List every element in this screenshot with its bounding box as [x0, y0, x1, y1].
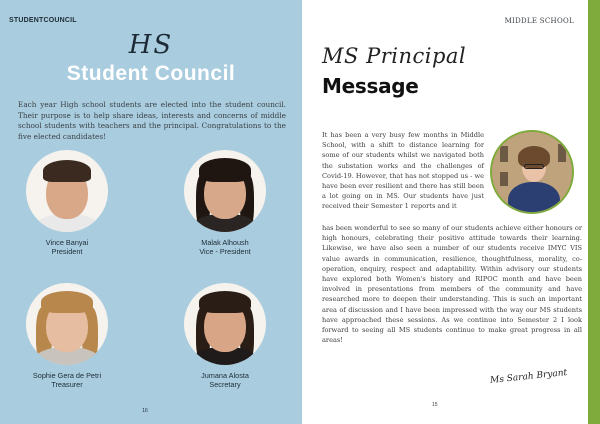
page-title: Student Council: [66, 62, 236, 85]
page-number: 15: [432, 402, 438, 408]
message-paragraph-part1: It has been a very busy few months in Middle School, with a shift to distance learning for some of our students whilst we navigated both the substation works and the challenges of Covid-19. However, that has not stopped us - we have been ever resilient and there has still been a lot going on in MS. Our students have just received their Semester 1 reports and it: [322, 131, 484, 211]
member-role: President: [51, 247, 83, 256]
member-photo: [26, 283, 108, 365]
member-photo: [184, 150, 266, 232]
member-role: Secretary: [209, 380, 241, 389]
principal-photo: [490, 130, 574, 214]
member-name: Sophie Gera de Petri: [32, 371, 102, 380]
council-member-vince: [12, 150, 122, 256]
page-number: 16: [142, 408, 148, 414]
principal-signature: Ms Sarah Bryant: [489, 367, 568, 387]
hs-script-heading: HS: [128, 30, 174, 60]
council-member-jumana: [170, 283, 280, 389]
member-name: Jumana Alosta: [201, 371, 249, 380]
member-name: Malak Alhoush: [201, 238, 249, 247]
page-title: Message: [322, 74, 419, 98]
member-photo: [184, 283, 266, 365]
council-member-malak: [170, 150, 280, 256]
council-member-sophie: [12, 283, 122, 389]
section-label: STUDENTCOUNCIL: [9, 17, 77, 24]
member-role: Treasurer: [51, 380, 83, 389]
ms-principal-script-heading: MS Principal: [322, 44, 467, 68]
member-name: Vince Banyai: [45, 238, 89, 247]
principal-message-page: [302, 0, 600, 424]
section-label: MIDDLE SCHOOL: [504, 17, 574, 25]
member-role: Vice - President: [199, 247, 251, 256]
member-photo: [26, 150, 108, 232]
accent-bar: [588, 0, 600, 424]
intro-paragraph: Each year High school students are elected into the student council. Their purpose is to help share ideas, interests and concerns of middle school students with teachers and the principal. Congratulations to the five elected candidates!: [18, 100, 286, 141]
message-paragraph-part2: has been wonderful to see so many of our students achieve either honours or high honours, celebrating their positive attitude towards their learning. Likewise, we have also seen a number of our students receive IMYC VIS value awards in communication, resilience, thoughtfulness, morality, co-operation, enquiry, respect and adaptability. Within advisory our students have explored both Women's history and RIPOC month and have been involved in presentations from members of the community and have researched more to deepen their understanding. This is such an important area of discussion and I have been impressed with the way our MS students have approached these sessions. As we continue into Semester 2 I look forward to seeing all MS students continue to make great progress in all areas!: [322, 224, 582, 345]
